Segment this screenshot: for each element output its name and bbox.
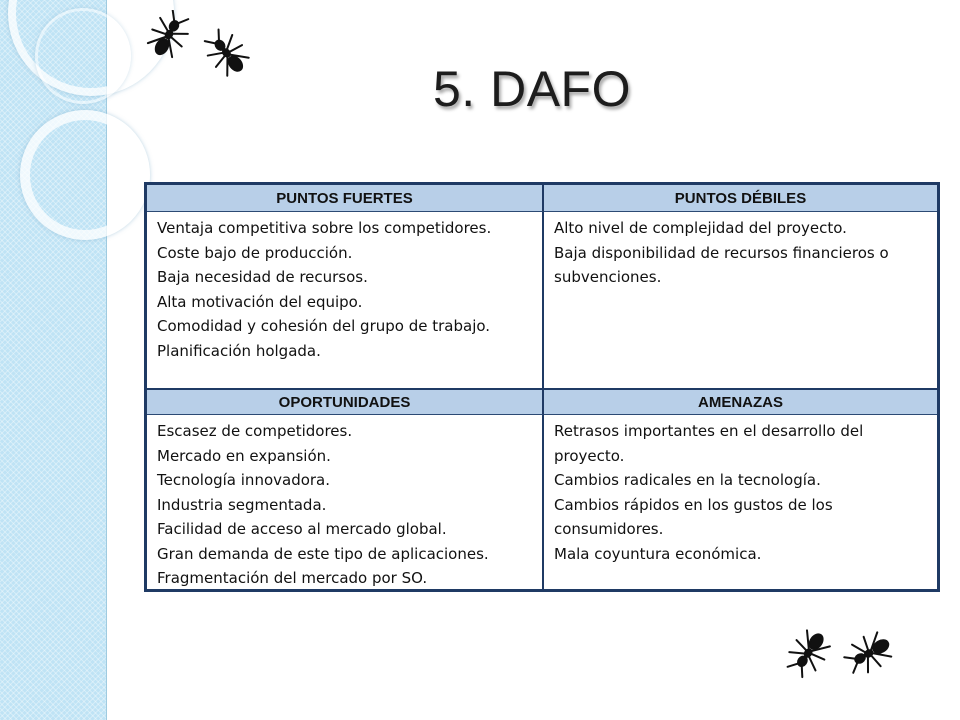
threats-header: AMENAZAS: [544, 388, 937, 415]
list-item: Tecnología innovadora.: [157, 471, 331, 489]
list-item: Alta motivación del equipo.: [157, 292, 363, 311]
ant-icon: [842, 620, 904, 682]
list-item: Baja disponibilidad de recursos financieros o subvenciones.: [554, 243, 889, 286]
decorative-ring: [20, 110, 150, 240]
list-item: Coste bajo de producción.: [157, 243, 353, 262]
list-item: Retrasos importantes en el desarrollo del proyecto.: [554, 422, 864, 465]
strengths-header: PUNTOS FUERTES: [147, 185, 544, 212]
list-item: Industria segmentada.: [157, 495, 327, 514]
list-item: Baja necesidad de recursos.: [157, 268, 368, 286]
list-item: Mercado en expansión.: [157, 446, 331, 465]
ant-icon: [136, 10, 198, 66]
list-item: Cambios rápidos en los gustos de los consumidores.: [554, 495, 833, 538]
opportunities-header: OPORTUNIDADES: [147, 388, 544, 415]
list-item: Ventaja competitiva sobre los competidores.: [157, 219, 492, 237]
swot-table: [144, 182, 940, 592]
list-item: Alto nivel de complejidad del proyecto.: [554, 219, 847, 237]
opportunities-cell: [147, 415, 544, 591]
threats-cell: [544, 415, 937, 591]
ant-icon: [780, 618, 842, 680]
list-item: Comodidad y cohesión del grupo de trabajo.: [157, 317, 491, 335]
strengths-cell: [147, 212, 544, 388]
weaknesses-cell: [544, 212, 937, 388]
slide-title: 5. DAFO: [433, 61, 631, 117]
weaknesses-header: PUNTOS DÉBILES: [544, 185, 937, 212]
list-item: Cambios radicales en la tecnología.: [554, 471, 821, 489]
list-item: Mala coyuntura económica.: [554, 544, 762, 563]
list-item: Fragmentación del mercado por SO.: [157, 569, 428, 587]
list-item: Escasez de competidores.: [157, 422, 353, 440]
list-item: Facilidad de acceso al mercado global.: [157, 520, 447, 538]
list-item: Planificación holgada.: [157, 341, 321, 360]
list-item: Gran demanda de este tipo de aplicaciones.: [157, 544, 489, 563]
